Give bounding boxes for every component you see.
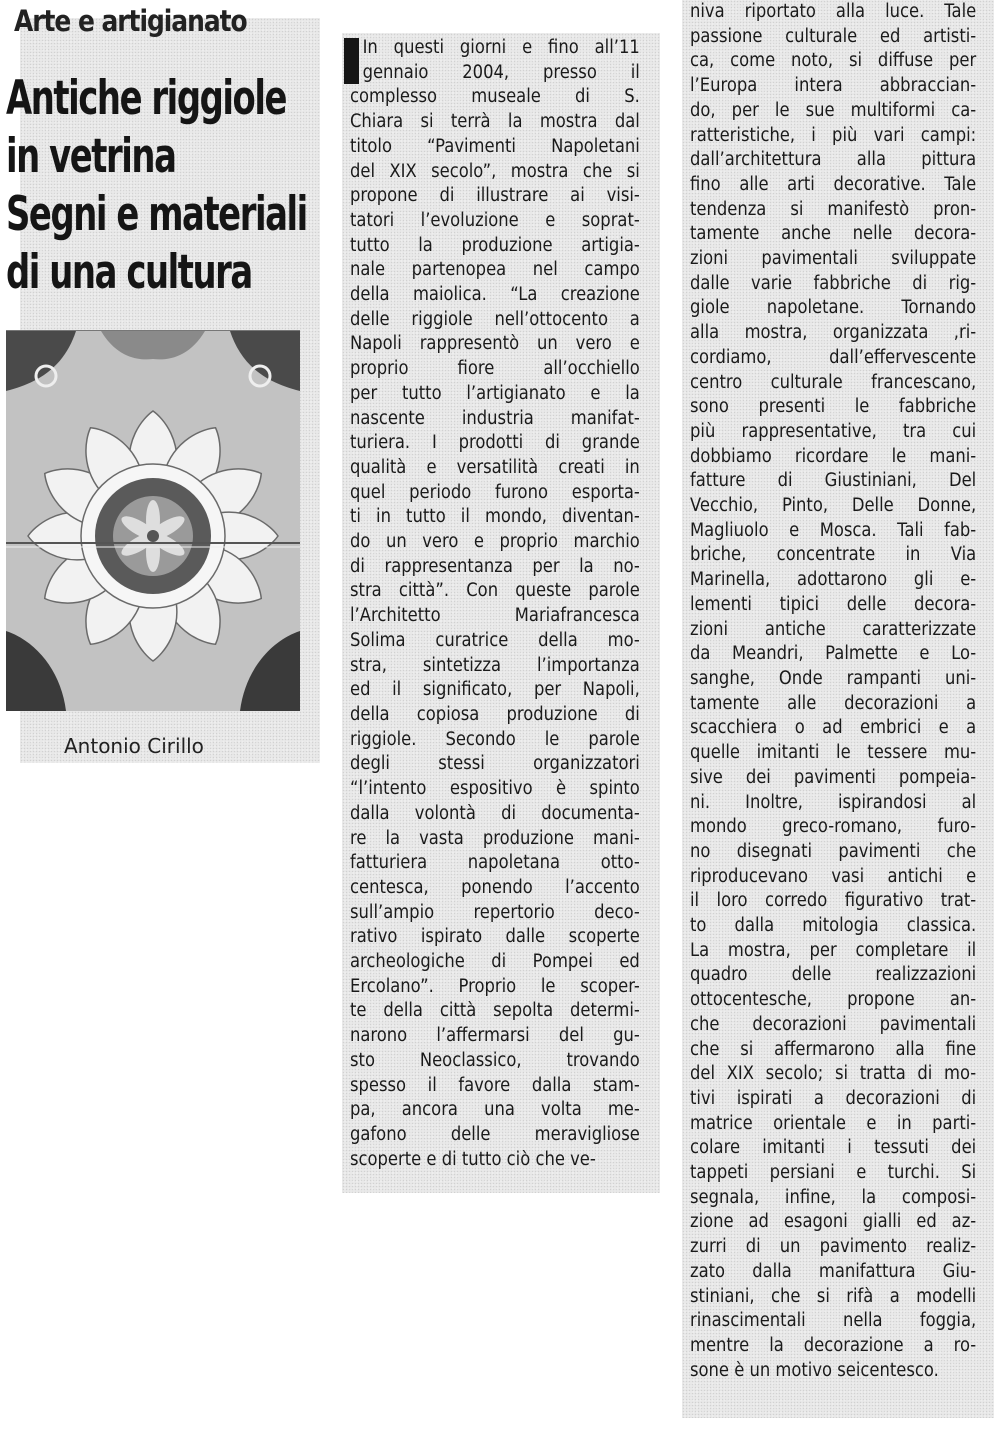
text-line: lementi tipici delle decora- (690, 593, 977, 615)
headline-line: di una cultura (6, 245, 252, 300)
text-line: mentre la decorazione a ro- (690, 1334, 977, 1356)
text-line: delle riggiole nell’ottocento a (350, 308, 640, 330)
text-line: ed il significato, per Napoli, (350, 679, 640, 701)
text-line: del XIX secolo”, mostra che si (350, 160, 640, 182)
text-line: il loro corredo figurativo trat- (690, 890, 977, 912)
text-line: do, per le sue multiformi ca- (690, 99, 977, 121)
text-line: riggiole. Secondo le parole (350, 728, 640, 750)
text-line: del XIX secolo; si tratta di mo- (690, 1063, 977, 1085)
text-line: tappeti persiani e turchi. Si (690, 1162, 977, 1184)
text-line: sive dei pavimenti pompeia- (690, 766, 977, 788)
text-line: riproducevano vasi antichi e (690, 865, 977, 887)
text-line: te della città sepolta determi- (350, 1000, 640, 1022)
text-line: qualità e versatilità creati in (350, 456, 640, 478)
text-line: zione ad esagoni gialli ed az- (690, 1211, 977, 1233)
text-line: ca, come noto, si diffuse per (690, 50, 977, 72)
text-line: Vecchio, Pinto, Delle Donne, (690, 495, 977, 517)
text-line: segnala, infine, la composi- (690, 1186, 977, 1208)
text-line: Napoli rappresentò un vero e (350, 333, 640, 355)
majolica-tile-photo (6, 330, 300, 711)
text-line: spesso il favore dalla stam- (350, 1074, 640, 1096)
text-line: to dalla mitologia classica. (690, 915, 977, 937)
text-line: centro culturale francescano, (690, 371, 977, 393)
text-line: nale partenopea nel campo (350, 259, 640, 281)
text-line: dalla volontà di documenta- (350, 802, 640, 824)
text-line: zioni antiche caratterizzate (690, 618, 977, 640)
text-line: dalle varie fabbriche di rig- (690, 272, 977, 294)
text-line: turiera. I prodotti di grande (350, 432, 640, 454)
article-body-column-middle (350, 36, 672, 1172)
article-headline (6, 70, 307, 302)
text-line: rinascimentali nella foggia, (690, 1310, 977, 1332)
text-line: tutto la produzione artigia- (350, 234, 640, 256)
text-line: passione culturale ed artisti- (690, 25, 977, 47)
text-line: gennaio 2004, presso il (362, 61, 640, 83)
text-line: centesca, ponendo l’accento (350, 876, 640, 898)
text-line: ottocentesche, propone an- (690, 989, 977, 1011)
text-line: tatori l’evoluzione e soprat- (350, 209, 640, 231)
text-line: zurri di un pavimento realiz- (690, 1236, 977, 1258)
text-line: briche, concentrate in Via (690, 544, 977, 566)
text-line: della copiosa produzione di (350, 703, 640, 725)
text-line: stiniani, che si rifà a modelli (690, 1285, 977, 1307)
text-line: tamente anche nelle decora- (690, 223, 977, 245)
text-line: per tutto l’artigianato e la (350, 382, 640, 404)
text-line: fino alle arti decorative. Tale (690, 173, 977, 195)
text-line: re la vasta produzione mani- (350, 827, 640, 849)
text-line: cordiamo, dall’effervescente (690, 346, 977, 368)
text-line: giole napoletane. Tornando (690, 297, 977, 319)
section-kicker: Arte e artigianato (14, 4, 247, 38)
text-line: quel periodo furono esporta- (350, 481, 640, 503)
text-line: della maiolica. “La creazione (350, 284, 640, 306)
text-line: stra, sintetizza l’importanza (350, 654, 640, 676)
text-line: che si affermarono alla fine (690, 1038, 977, 1060)
headline-line: Antiche riggiole (6, 71, 287, 126)
text-line: Magliuolo e Mosca. Tali fab- (690, 519, 977, 541)
text-line: Chiara si terrà la mostra dal (350, 111, 640, 133)
article-body-column-right (690, 0, 1000, 1383)
text-line: rativo ispirato dalle scoperte (350, 926, 640, 948)
headline-line: in vetrina (6, 129, 176, 184)
text-line: dall’architettura alla pittura (690, 149, 977, 171)
text-line: nascente industria manifat- (350, 407, 640, 429)
text-line: Ercolano”. Proprio le scoper- (350, 975, 640, 997)
text-line: sull’ampio repertorio deco- (350, 901, 640, 923)
text-line: archeologiche di Pompei ed (350, 951, 640, 973)
text-line: tamente alle decorazioni a (690, 692, 977, 714)
text-line: Solima curatrice della mo- (350, 629, 640, 651)
text-line: scoperte e di tutto ciò che ve- (350, 1148, 596, 1170)
rosette-tile-illustration (6, 331, 300, 711)
byline: Antonio Cirillo (64, 734, 204, 758)
text-line: tendenza si manifestò pron- (690, 198, 977, 220)
text-line: l’Architetto Mariafrancesca (350, 605, 640, 627)
text-line: quelle imitanti le tessere mu- (690, 742, 977, 764)
text-line: proprio fiore all’occhiello (350, 358, 640, 380)
text-line: tivi ispirati a decorazioni di (690, 1087, 977, 1109)
text-line: da Meandri, Palmette e Lo- (690, 643, 977, 665)
text-line: gafono delle meravigliose (350, 1123, 640, 1145)
text-line: quadro delle realizzazioni (690, 964, 977, 986)
text-line: pa, ancora una volta me- (350, 1099, 640, 1121)
text-line: do un vero e proprio marchio (350, 531, 640, 553)
text-line: colare imitanti i tessuti dei (690, 1137, 977, 1159)
text-line: no disegnati pavimenti che (690, 840, 977, 862)
text-line: zioni pavimentali sviluppate (690, 248, 977, 270)
text-line: sone è un motivo seicentesco. (690, 1359, 939, 1381)
text-line: alla mostra, organizzata ,ri- (690, 322, 977, 344)
text-line: titolo “Pavimenti Napoletani (350, 135, 640, 157)
text-line: In questi giorni e fino all’11 (362, 37, 640, 58)
text-line: “l’intento espositivo è spinto (350, 778, 640, 800)
text-line: fatture di Giustiniani, Del (690, 470, 977, 492)
text-line: fatturiera napoletana otto- (350, 852, 640, 874)
text-line: scacchiera o ad embrici e a (690, 717, 977, 739)
headline-line: Segni e materiali (6, 187, 307, 242)
text-line: più rappresentative, tra cui (690, 420, 977, 442)
text-line: dobbiamo ricordare le mani- (690, 445, 977, 467)
text-line: che decorazioni pavimentali (690, 1013, 977, 1035)
text-line: l’Europa intera abbraccian- (690, 75, 977, 97)
text-line: sono presenti le fabbriche (690, 396, 977, 418)
text-line: mondo greco-romano, furo- (690, 816, 977, 838)
text-line: ratteristiche, i più vari campi: (690, 124, 977, 146)
text-line: ni. Inoltre, ispirandosi al (690, 791, 977, 813)
text-line: stra città”. Con queste parole (350, 580, 640, 602)
text-line: complesso museale di S. (350, 86, 640, 108)
text-line: zato dalla manifattura Giu- (690, 1260, 977, 1282)
text-line: di rappresentanza per la no- (350, 555, 640, 577)
text-line: propone di illustrare ai visi- (350, 185, 640, 207)
text-line: matrice orientale e in parti- (690, 1112, 977, 1134)
text-line: La mostra, per completare il (690, 939, 977, 961)
text-line: ti in tutto il mondo, diventan- (350, 506, 640, 528)
text-line: degli stessi organizzatori (350, 753, 640, 775)
text-line: narono l’affermarsi del gu- (350, 1025, 640, 1047)
text-line: niva riportato alla luce. Tale (690, 1, 977, 22)
text-line: Marinella, adottarono gli e- (690, 569, 977, 591)
text-line: sanghe, Onde rampanti uni- (690, 667, 977, 689)
text-line: sto Neoclassico, trovando (350, 1049, 640, 1071)
